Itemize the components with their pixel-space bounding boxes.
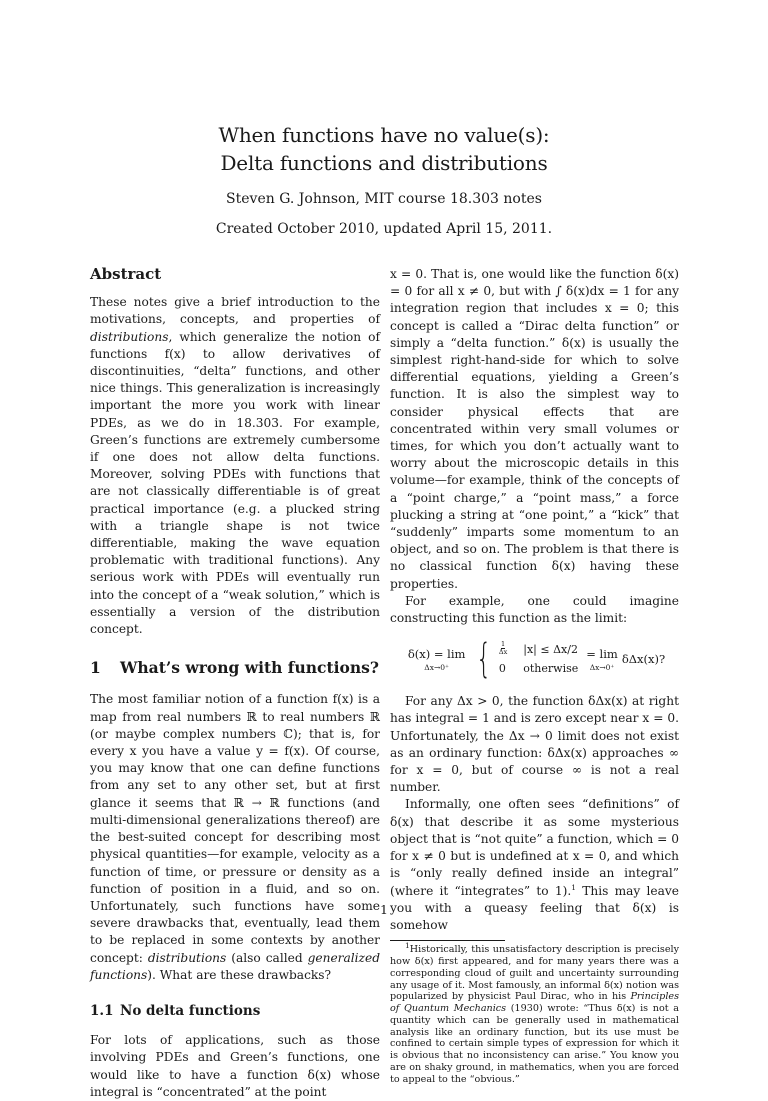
title-block (0, 121, 768, 237)
eq-fraction: $\frac{1}{\Delta x}$ (498, 640, 508, 657)
right-paragraph-3: For any Δx > 0, the function δΔx(x) at right has integral = 1 and is zero except near x = 0. Unfortunately, the Δx → 0 limit does not exist as an ordinary function: δΔx(x) approaches ∞ for x = 0, but of course ∞ is not a real number. (390, 694, 679, 795)
right-paragraph-4: Informally, one often sees “definitions” of δ(x) that describe it as some mysterious object that is “not quite” a function, which = 0 for x ≠ 0 but is undefined at x = 0, and which is “only really defined inside an integral” (where it “integrates” to 1).$^1$ This may leave you with a queasy feeling that δ(x) is somehow (390, 797, 679, 932)
eq-rhs: δΔx(x)? (621, 651, 666, 666)
delta-limit-equation (390, 633, 679, 685)
section-1-paragraph: The most familiar notion of a function f(x) is a map from real numbers ℝ to real numbers ℝ (or maybe complex numbers ℂ); that is, for every x you have a value y = f(x). Of course, you may know that one can define functions from any set to any other set, but at first glance it seems that ℝ → ℝ functions (and multi-dimensional generalizations thereof) are the best-suited concept for describing most physical quantities—for example, velocity as a function of time, or pressure or density as a function of position in a fluid, and so on. Unfortunately, such functions have some severe drawbacks that, eventually, lead them to be replaced in some contexts by another concept: distributions (also called generalized functions). What are these drawbacks? (90, 692, 380, 982)
subsection-1-1-paragraph: For lots of applications, such as those involving PDEs and Green’s functions, one would like to have a function δ(x) whose integral is “concentrated” at the point (90, 1033, 380, 1099)
section-1-heading: 1 What’s wrong with functions? (90, 658, 379, 678)
left-brace-symbol: { (476, 636, 492, 683)
right-paragraph-2: For example, one could imagine constructing this function as the limit: (390, 593, 679, 626)
dates: Created October 2010, updated April 15, 2011. (215, 221, 553, 237)
abstract-heading: Abstract (90, 265, 162, 283)
right-paragraph-1: x = 0. That is, one would like the function δ(x) = 0 for all x ≠ 0, but with ∫ δ(x)dx = 1 for any integration region that includes x = 0; this concept is called a “Dirac delta function” or simply a “delta function.” δ(x) is usually the simplest right-hand-side for which to solve differential equations, yielding a Green’s function. It is also the simplest way to consider physical effects that are concentrated within very small volumes or times, for which you don’t actually want to worry about the microscopic details in this volume—for example, think of the concepts of a “point charge,” a “point mass,” a force plucking a string at “one point,” a “kick” that “suddenly” imparts some momentum to an object, and so on. The problem is that there is no classical function δ(x) having these properties. (390, 267, 679, 591)
page-number: 1 (380, 902, 388, 917)
eq-lhs: δ(x) = lim Δx→0⁺ (407, 647, 466, 673)
title-line-2: Delta functions and distributions (220, 151, 548, 175)
left-column (90, 266, 380, 1101)
title-line-1: When functions have no value(s): (218, 123, 550, 147)
author: Steven G. Johnson, MIT course 18.303 notes (226, 191, 542, 207)
footnote-1: $^1$Historically, this unsatisfactory description is precisely how δ(x) first appeared, and for many years there was a corresponding cloud of guilt and uncertainty surrounding any usage of it. Most famously, an informal δ(x) notion was popularized by physicist Paul Dirac, who in his Principles of Quantum Mechanics (1930) wrote: “Thus δ(x) is not a quantity which can be generally used in mathematical analysis like an ordinary function, but its use must be confined to certain simple types of expression for which it is obvious that no inconsistency can arise.” You know you are on shaky ground, in mathematics, when you are forced to appeal to the “obvious.” (390, 940, 679, 1085)
eq-cases: $\frac{1}{\Delta x}$ |x| ≤ Δx/2 0 otherwise (498, 640, 579, 676)
abstract-paragraph: These notes give a brief introduction to the motivations, concepts, and properties of distributions, which generalize the notion of functions f(x) to allow derivatives of discontinuities, “delta” functions, and other nice things. This generalization is increasingly important the more you work with linear PDEs, as we do in 18.303. For example, Green’s functions are extremely cumbersome if one does not allow delta functions. Moreover, solving PDEs with functions that are not classically differentiable is of great practical importance (e.g. a plucked string with a triangle shape is not twice differentiable, making the wave equation problematic with traditional functions). Any serious work with PDEs will eventually run into the concept of a “weak solution,” which is essentially a version of the distribution concept. (90, 295, 380, 637)
eq-rhs-limit: = lim Δx→0⁺ (586, 647, 618, 673)
right-column (390, 266, 679, 1086)
subsection-1-1-heading: 1.1 No delta functions (90, 1002, 261, 1019)
